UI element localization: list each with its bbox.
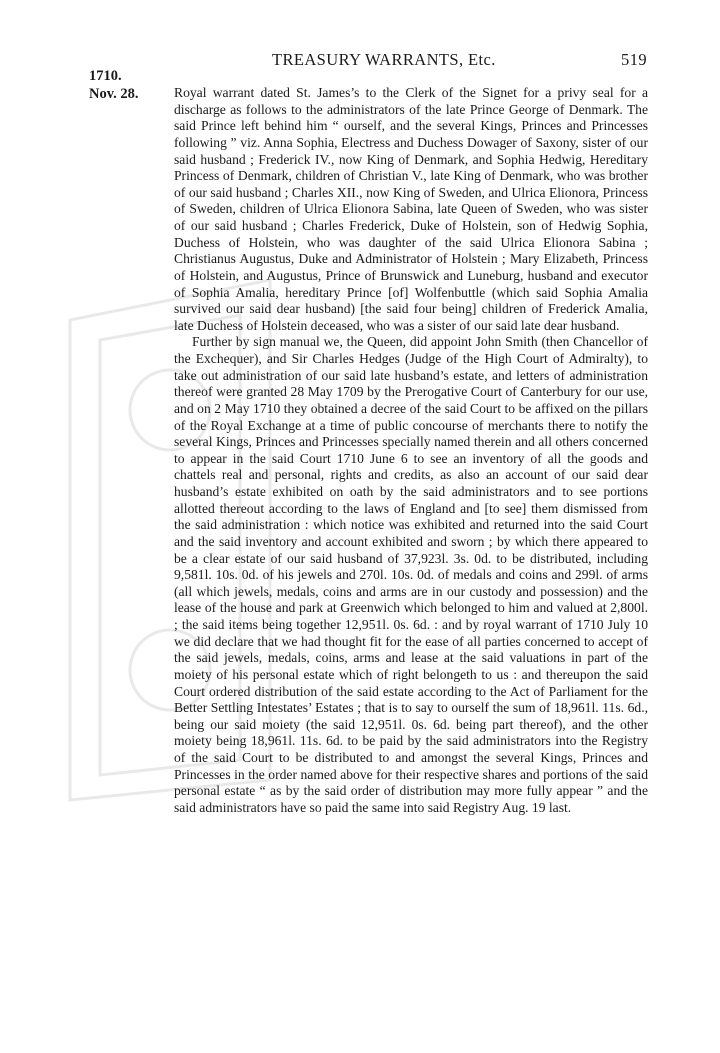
header-title: TREASURY WARRANTS, Etc.: [272, 50, 496, 69]
margin-date: Nov. 28.: [89, 86, 139, 102]
body-text: [174, 85, 648, 817]
margin-year: 1710.: [89, 68, 122, 84]
page-number: 519: [621, 50, 647, 69]
running-header: [272, 50, 647, 74]
paragraph-administration: Further by sign manual we, the Queen, did appoint John Smith (then Chancellor of the Exchequer), and Sir Charles Hedges (Judge of the High Court of Admiralty), to take out administration of our said late husband’s estate, and letters of administration thereof were granted 28 May 1709 by the Prerogative Court of Canterbury for our use, and on 2 May 1710 they obtained a decree of the said Court to be affixed on the pillars of the Royal Exchange at a time of public concourse of merchants there to notify the several Kings, Princes and Princesses specially named therein and all others concerned to appear in the said Court 1710 June 6 to see an inventory of all the goods and chattels real and personal, rights and credits, as also an account of our said dear husband’s estate exhibited on oath by the said administrators and to see portions allotted thereout according to the laws of England and [to see] them dismissed from the said administration : which notice was exhibited and returned into the said Court and the said inventory and account exhibited and sworn ; by which there appeared to be a clear estate of our said husband of 37,923l. 3s. 0d. to be distributed, including 9,581l. 10s. 0d. of his jewels and 270l. 10s. 0d. of medals and coins and 299l. of arms (all which jewels, medals, coins and arms are in our custody and possession) and the lease of the house and park at Greenwich which belonged to him and valued at 2,800l. ; the said items being together 12,951l. 0s. 6d. : and by royal warrant of 1710 July 10 we did declare that we had thought fit for the ease of all parties concerned to accept of the said jewels, medals, coins, arms and lease at the said valuations in part of the moiety of his personal estate which of right belongeth to us : and thereupon the said Court ordered distribution of the said estate according to the Act of Parliament for the Better Settling Intestates’ Estates ; that is to say to ourself the sum of 18,961l. 11s. 6d., being our said moiety (the said 12,951l. 0s. 6d. being part thereof), and the other moiety being 18,961l. 11s. 6d. to be paid by the said administrators into the Registry of the said Court to be distributed to and amongst the several Kings, Princes and Princesses in the order named above for their respective shares and portions of the said personal estate “ as by the said order of distribution may more fully appear ” and the said administrators have so paid the same into said Registry Aug. 19 last.: [174, 334, 648, 815]
paragraph-warrant: Royal warrant dated St. James’s to the Clerk of the Signet for a privy seal for a discharge as follows to the administrators of the late Prince George of Denmark. The said Prince left behind him “ ourself, and the several Kings, Princes and Princesses following ” viz. Anna Sophia, Electress and Duchess Dowager of Saxony, sister of our said husband ; Frederick IV., now King of Denmark, and Sophia Hedwig, Hereditary Princess of Denmark, children of Christian V., late King of Denmark, who was brother of our said husband ; Charles XII., now King of Sweden, and Ulrica Elionora, Princess of Sweden, children of Ulrica Elionora Sabina, late Queen of Sweden, who was sister of our said husband ; Charles Frederick, Duke of Holstein, son of Hedwig Sophia, Duchess of Holstein, who was daughter of the said Ulrica Elionora Sabina ; Christianus Augustus, Duke and Administrator of Holstein ; Mary Elizabeth, Princess of Holstein, and Augustus, Prince of Brunswick and Luneburg, husband and executor of Sophia Amalia, hereditary Prince [of] Wolfenbuttle (which said Sophia Amalia survived our said dear husband) [the said four being] children of Frederick Amalia, late Duchess of Holstein deceased, who was a sister of our said late dear husband.: [174, 85, 648, 333]
